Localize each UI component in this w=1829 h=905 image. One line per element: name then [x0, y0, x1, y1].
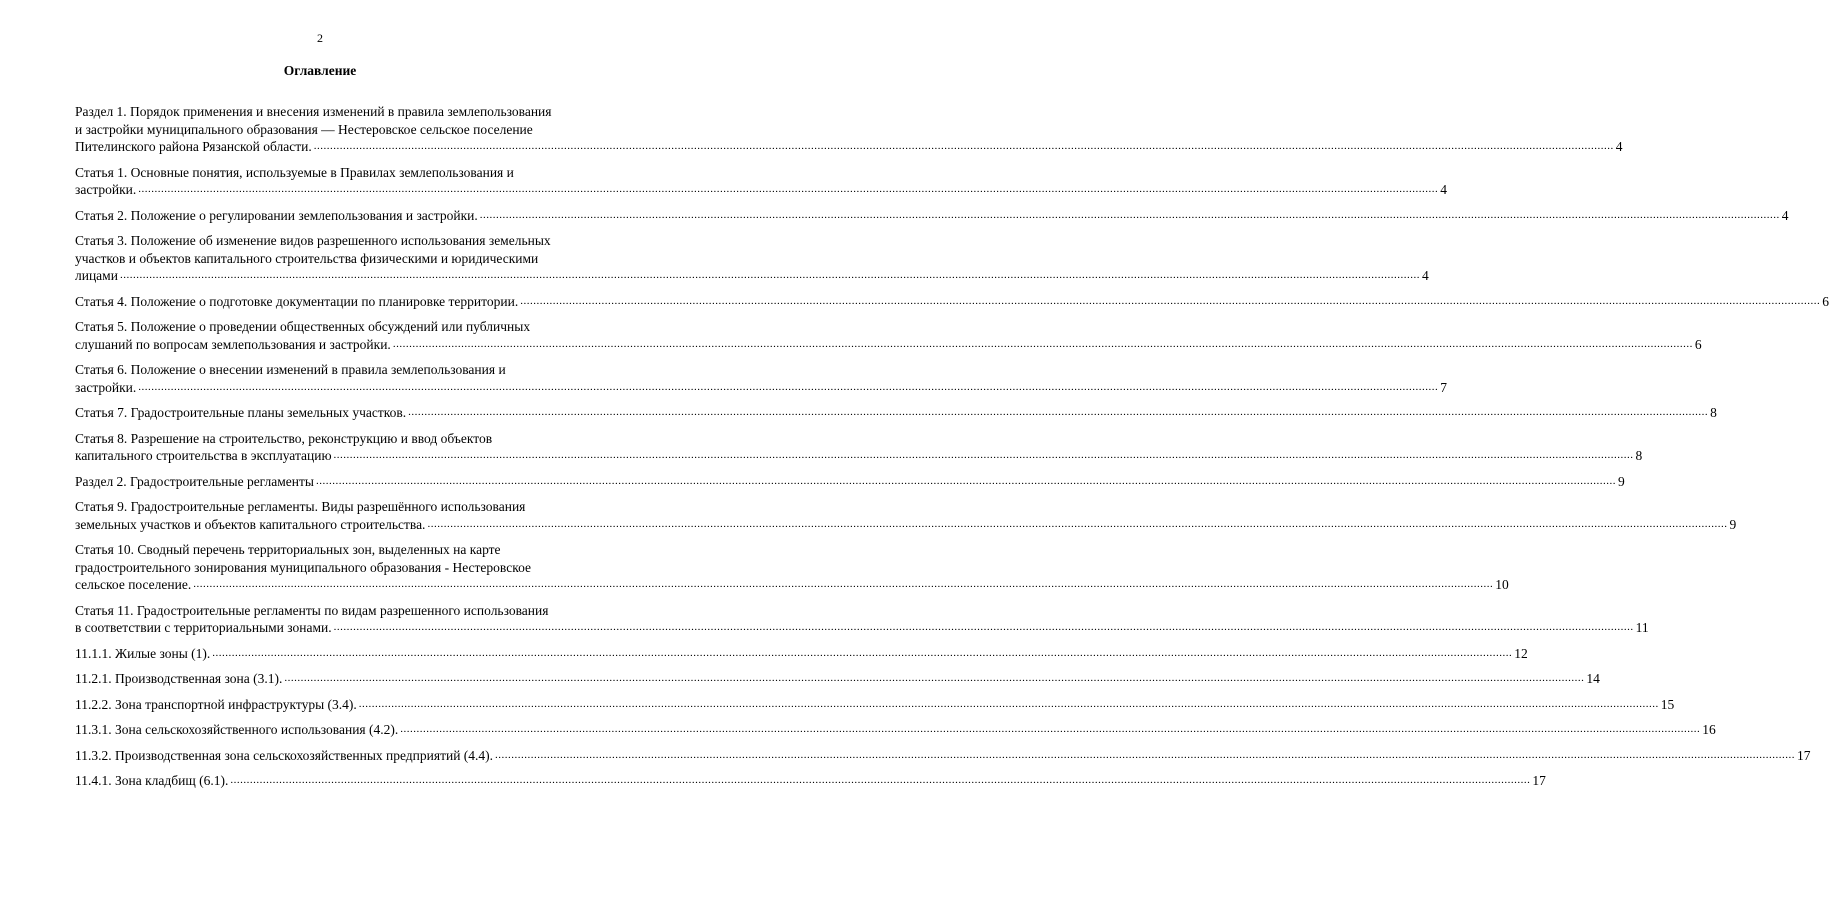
- toc-entry-page-number: 14: [1586, 671, 1600, 686]
- toc-entry-line: земельных участков и объектов капитального строительства.: [75, 516, 426, 532]
- toc-entry-page-number: 4: [1440, 182, 1448, 197]
- toc-entry-line: 11.1.1. Жилые зоны (1).: [75, 645, 211, 661]
- toc-entry-line: 11.3.1. Зона сельскохозяйственного использования (4.2).: [75, 722, 399, 737]
- toc-entry-page-number: 9: [1618, 473, 1625, 489]
- toc-entry-line: слушаний по вопросам землепользования и застройки.: [75, 336, 391, 352]
- toc-dot-leader: ................................................................................................................................................................................................................................................................................................................................................................................................................: [479, 208, 1780, 221]
- toc-entry[interactable]: [75, 361, 1448, 396]
- toc-entry[interactable]: [75, 721, 1716, 739]
- toc-dot-leader: ................................................................................................................................................................................................................................................................................................................................................................................................................: [495, 748, 1796, 761]
- toc-entry-page-number: 9: [1729, 516, 1737, 532]
- toc-entry-line: Статья 3. Положение об изменение видов разрешенного использования земельных: [75, 233, 551, 248]
- toc-entry-page-number: 17: [1532, 773, 1546, 788]
- toc-entry-page-number: 4: [1615, 139, 1623, 154]
- toc-entry-line: 11.2.1. Производственная зона (3.1).: [75, 671, 283, 686]
- toc-entry-page-number: 12: [1514, 645, 1528, 661]
- toc-dot-leader: ................................................................................................................................................................................................................................................................................................................................................................................................................: [333, 449, 1634, 461]
- toc-dot-leader: ................................................................................................................................................................................................................................................................................................................................................................................................................: [316, 474, 1616, 487]
- toc-entry-page-number: 7: [1440, 379, 1448, 395]
- toc-dot-leader: ................................................................................................................................................................................................................................................................................................................................................................................................................: [358, 697, 1659, 710]
- toc-entry[interactable]: [75, 670, 1600, 688]
- toc-entry[interactable]: [75, 430, 1643, 465]
- toc-entry-page-number: 15: [1660, 696, 1675, 712]
- toc-entry-page-number: 17: [1797, 747, 1811, 763]
- toc-dot-leader: ................................................................................................................................................................................................................................................................................................................................................................................................................: [230, 774, 1531, 786]
- toc-entry-line: Статья 4. Положение о подготовке документации по планировке территории.: [75, 293, 519, 309]
- toc-entry-page-number: 11: [1635, 620, 1649, 635]
- toc-entry-page-number: 4: [1781, 207, 1789, 223]
- toc-entry-line: Статья 10. Сводный перечень территориальных зон, выделенных на карте: [75, 542, 501, 557]
- table-of-contents: [75, 103, 1829, 798]
- toc-dot-leader: ................................................................................................................................................................................................................................................................................................................................................................................................................: [408, 406, 1709, 418]
- toc-entry-line: застройки.: [75, 379, 137, 395]
- toc-entry-page-number: 4: [1421, 268, 1429, 283]
- toc-dot-leader: ................................................................................................................................................................................................................................................................................................................................................................................................................: [313, 140, 1614, 152]
- toc-entry-line: лицами: [75, 268, 118, 283]
- toc-entry-line: и застройки муниципального образования — Нестеровское сельское поселение: [75, 121, 533, 137]
- toc-dot-leader: ................................................................................................................................................................................................................................................................................................................................................................................................................: [193, 578, 1494, 590]
- toc-entry[interactable]: [75, 404, 1717, 422]
- toc-entry-page-number: 10: [1495, 577, 1509, 592]
- toc-entry[interactable]: [75, 232, 1429, 285]
- toc-entry[interactable]: [75, 318, 1702, 353]
- toc-entry-line: Статья 7. Градостроительные планы земельных участков.: [75, 405, 407, 420]
- toc-dot-leader: ................................................................................................................................................................................................................................................................................................................................................................................................................: [333, 621, 1634, 633]
- toc-entry-line: 11.3.2. Производственная зона сельскохозяйственных предприятий (4.4).: [75, 747, 494, 763]
- toc-entry[interactable]: [75, 293, 1829, 311]
- toc-entry-line: участков и объектов капитального строительства физическими и юридическими: [75, 250, 539, 266]
- toc-entry[interactable]: [75, 696, 1675, 714]
- page-number: 2: [317, 31, 323, 45]
- toc-dot-leader: ................................................................................................................................................................................................................................................................................................................................................................................................................: [138, 183, 1439, 195]
- toc-entry-line: Раздел 1. Порядок применения и внесения изменений в правила землепользования: [75, 104, 552, 119]
- toc-dot-leader: ................................................................................................................................................................................................................................................................................................................................................................................................................: [284, 672, 1585, 684]
- toc-entry-line: Статья 2. Положение о регулировании землепользования и застройки.: [75, 207, 478, 223]
- toc-entry[interactable]: [75, 645, 1528, 663]
- toc-entry-line: Статья 11. Градостроительные регламенты по видам разрешенного использования: [75, 602, 549, 618]
- toc-dot-leader: ................................................................................................................................................................................................................................................................................................................................................................................................................: [119, 269, 1420, 281]
- toc-entry[interactable]: [75, 747, 1811, 765]
- toc-dot-leader: ................................................................................................................................................................................................................................................................................................................................................................................................................: [427, 517, 1728, 530]
- toc-entry[interactable]: [75, 473, 1625, 491]
- toc-title: Оглавление: [283, 63, 357, 78]
- toc-entry-line: застройки.: [75, 182, 137, 197]
- toc-entry[interactable]: [75, 498, 1737, 533]
- toc-entry[interactable]: [75, 772, 1546, 790]
- toc-entry-line: Статья 5. Положение о проведении общественных обсуждений или публичных: [75, 319, 531, 334]
- toc-entry-page-number: 8: [1635, 448, 1643, 463]
- toc-entry[interactable]: [75, 541, 1509, 594]
- toc-entry-line: градостроительного зонирования муниципального образования - Нестеровское: [75, 559, 531, 575]
- toc-entry-line: 11.2.2. Зона транспортной инфраструктуры (3.4).: [75, 696, 357, 712]
- toc-entry-line: сельское поселение.: [75, 577, 192, 592]
- toc-entry[interactable]: [75, 602, 1649, 637]
- toc-entry-line: Пителинского района Рязанской области.: [75, 139, 312, 154]
- toc-dot-leader: ................................................................................................................................................................................................................................................................................................................................................................................................................: [138, 380, 1439, 393]
- toc-entry-line: Статья 8. Разрешение на строительство, реконструкцию и ввод объектов: [75, 430, 493, 446]
- toc-entry-line: 11.4.1. Зона кладбищ (6.1).: [75, 773, 229, 788]
- toc-entry[interactable]: [75, 103, 1623, 156]
- toc-entry-page-number: 8: [1710, 405, 1717, 420]
- toc-entry-line: в соответствии с территориальными зонами.: [75, 620, 332, 635]
- toc-entry-page-number: 6: [1822, 293, 1829, 309]
- toc-dot-leader: ................................................................................................................................................................................................................................................................................................................................................................................................................: [400, 723, 1701, 735]
- toc-dot-leader: ................................................................................................................................................................................................................................................................................................................................................................................................................: [212, 646, 1513, 659]
- toc-entry-line: Статья 6. Положение о внесении изменений в правила землепользования и: [75, 362, 506, 377]
- toc-entry-page-number: 16: [1702, 722, 1716, 737]
- toc-dot-leader: ................................................................................................................................................................................................................................................................................................................................................................................................................: [392, 337, 1693, 350]
- toc-entry-line: Статья 9. Градостроительные регламенты. Виды разрешённого использования: [75, 499, 526, 514]
- toc-entry[interactable]: [75, 207, 1789, 225]
- toc-entry-line: Раздел 2. Градостроительные регламенты: [75, 473, 314, 489]
- toc-entry-line: капитального строительства в эксплуатацию: [75, 448, 332, 463]
- toc-entry-line: Статья 1. Основные понятия, используемые в Правилах землепользования и: [75, 164, 514, 180]
- toc-entry-page-number: 6: [1694, 336, 1702, 352]
- toc-dot-leader: ................................................................................................................................................................................................................................................................................................................................................................................................................: [520, 294, 1821, 307]
- toc-entry[interactable]: [75, 164, 1448, 199]
